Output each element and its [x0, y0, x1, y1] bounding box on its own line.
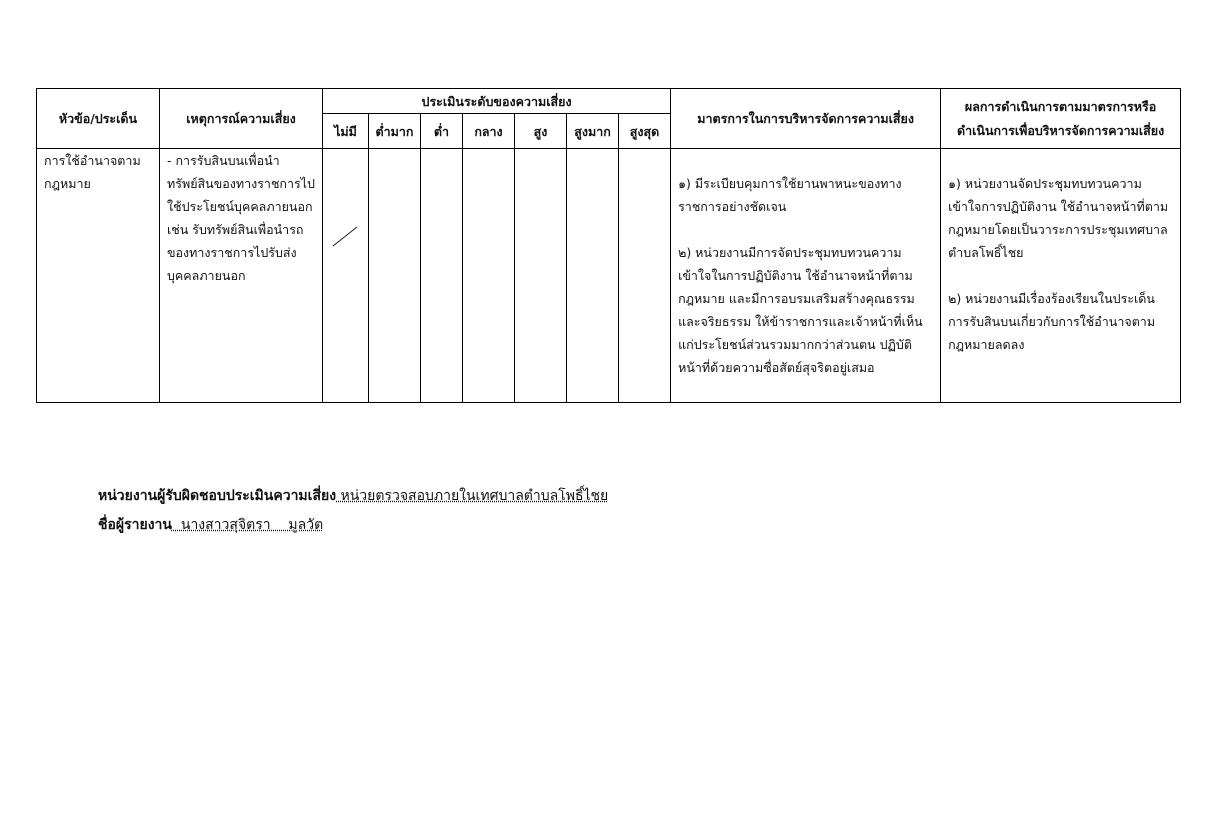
level-medium-cell — [463, 149, 515, 403]
level-high: สูง — [515, 114, 567, 149]
header-measures: มาตรการในการบริหารจัดการความเสี่ยง — [671, 89, 941, 149]
header-risk-assessment: ประเมินระดับของความเสี่ยง — [323, 89, 671, 114]
topic-text: การใช้อำนาจตาม กฎหมาย — [44, 153, 141, 191]
level-medium: กลาง — [463, 114, 515, 149]
event-text: - การรับสินบนเพื่อนำ ทรัพย์สินของทางราชการไป ใช้ประโยชน์บุคคลภายนอก เช่น รับทรัพย์สินเพื่อนำรถ ของทางราชการไปรับส่ง บุคคลภายนอก — [167, 153, 315, 283]
table-row — [37, 149, 1181, 403]
level-very-high-cell — [567, 149, 619, 403]
risk-assessment-table — [36, 88, 1181, 403]
responsible-unit-label: หน่วยงานผู้รับผิดชอบประเมินความเสี่ยง — [98, 488, 337, 504]
level-highest-cell — [619, 149, 671, 403]
responsible-unit-line — [98, 485, 608, 507]
measure-item-1: ๑) มีระเบียบคุมการใช้ยานพาหนะของทาง ราชการอย่างชัดเจน — [678, 176, 902, 214]
level-low-cell — [421, 149, 463, 403]
level-none-cell — [323, 149, 369, 403]
level-none: ไม่มี — [323, 114, 369, 149]
reporter-label: ชื่อผู้รายงาน — [98, 517, 172, 533]
header-topic: หัวข้อ/ประเด็น — [37, 89, 160, 149]
responsible-unit-value: หน่วยตรวจสอบภายในเทศบาลตำบลโพธิ์ไชย — [336, 488, 609, 504]
level-very-low: ต่ำมาก — [369, 114, 421, 149]
level-very-low-cell — [369, 149, 421, 403]
reporter-value: นางสาวสุจิตรา มูลวัต — [171, 517, 324, 533]
check-mark-icon — [323, 149, 369, 359]
result-item-2: ๒) หน่วยงานมีเรื่องร้องเรียนในประเด็น การรับสินบนเกี่ยวกับการใช้อำนาจตาม กฎหมายลดลง — [948, 291, 1156, 352]
level-very-high: สูงมาก — [567, 114, 619, 149]
level-high-cell — [515, 149, 567, 403]
result-item-1: ๑) หน่วยงานจัดประชุมทบทวนความ เข้าใจการปฏิบัติงาน ใช้อำนาจหน้าที่ตาม กฎหมายโดยเป็นวาระการประชุมเทศบาล ตำบลโพธิ์ไชย — [948, 176, 1169, 260]
event-cell — [160, 149, 323, 403]
topic-cell — [37, 149, 160, 403]
measure-item-2: ๒) หน่วยงานมีการจัดประชุมทบทวนความ เข้าใจในการปฏิบัติงาน ใช้อำนาจหน้าที่ตาม กฎหมาย และมีการอบรมเสริมสร้างคุณธรรม และจริยธรรม ให้ข้าราชการและเจ้าหน้าที่เห็น แก่ประโยชน์ส่วนรวมมากกว่าส่วนตน ปฏิบัติ หน้าที่ด้วยความซื่อสัตย์สุจริตอยู่เสมอ — [678, 245, 923, 375]
header-risk-event: เหตุการณ์ความเสี่ยง — [160, 89, 323, 149]
measures-cell — [671, 149, 941, 403]
header-results: ผลการดำเนินการตามมาตรการหรือ ดำเนินการเพื่อบริหารจัดการความเสี่ยง — [941, 89, 1181, 149]
level-highest: สูงสุด — [619, 114, 671, 149]
results-cell — [941, 149, 1181, 403]
reporter-line — [98, 514, 323, 536]
level-low: ต่ำ — [421, 114, 463, 149]
